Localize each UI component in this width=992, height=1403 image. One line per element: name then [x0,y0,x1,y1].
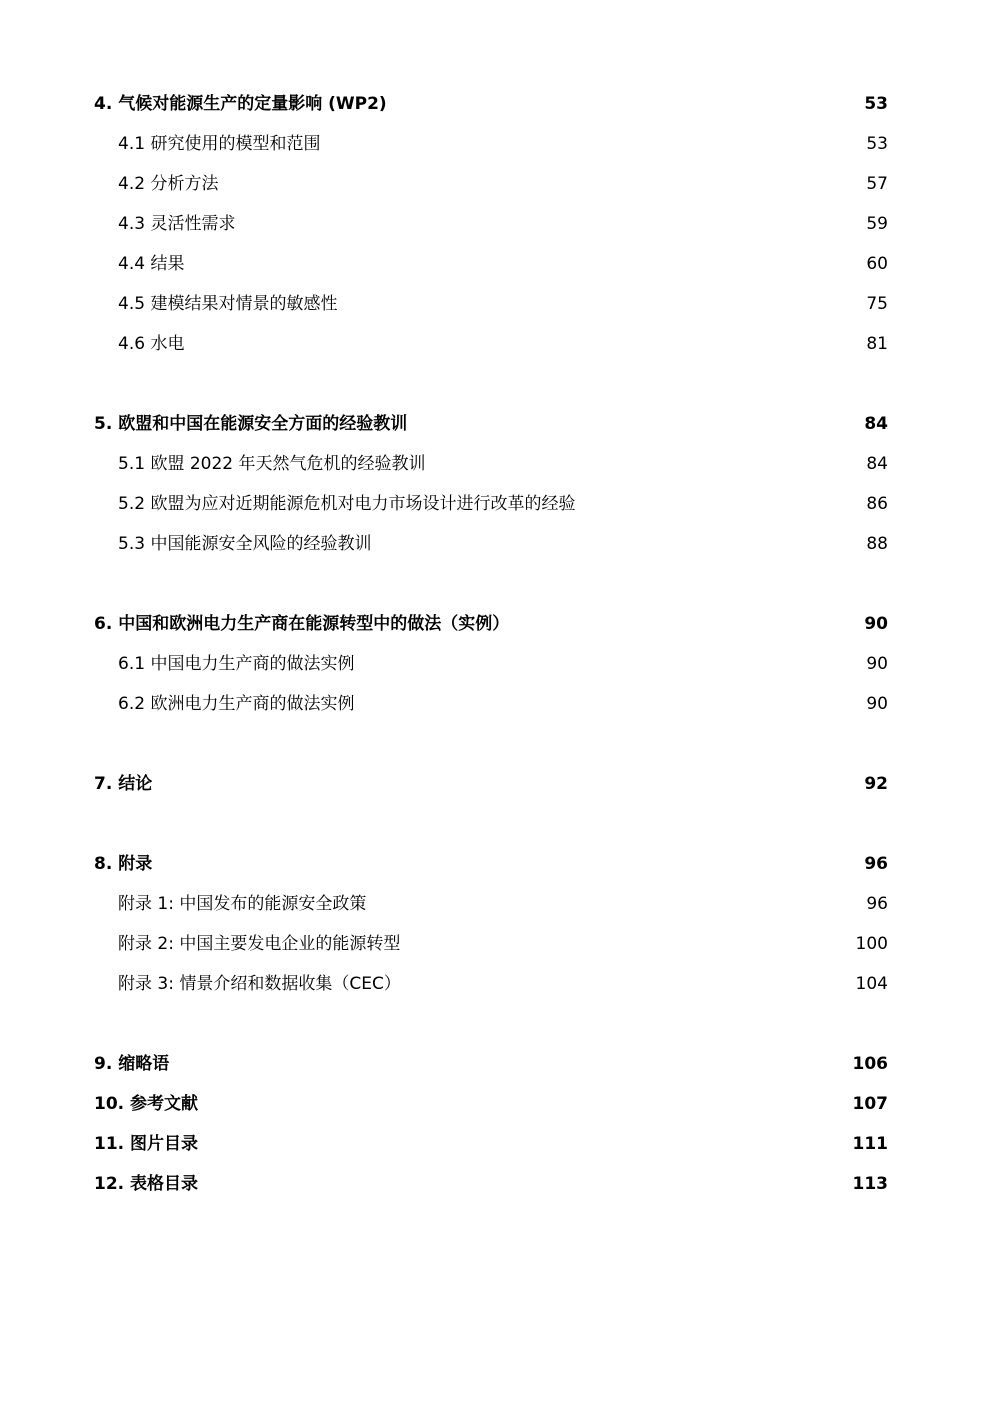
toc-entry-section-5-3[interactable] [0,529,992,559]
toc-entry-title: 6. 中国和欧洲电力生产商在能源转型中的做法（实例） [94,614,510,634]
toc-entry-page: 59 [866,214,888,234]
toc-entry-page: 104 [855,974,888,994]
toc-entry-title: 4. 气候对能源生产的定量影响 (WP2) [94,94,387,114]
toc-entry-title: 12. 表格目录 [94,1174,199,1194]
toc-entry-title: 4.2 分析方法 [118,174,219,194]
toc-entry-title: 4.1 研究使用的模型和范围 [118,134,321,154]
toc-entry-section-4-3[interactable] [0,209,992,239]
toc-entry-section-4-1[interactable] [0,129,992,159]
toc-entry-section-4-5[interactable] [0,289,992,319]
toc-entry-title: 5.3 中国能源安全风险的经验教训 [118,534,372,554]
toc-entry-page: 81 [866,334,888,354]
toc-entry-appendix-1[interactable] [0,889,992,919]
toc-entry-page: 86 [866,494,888,514]
toc-entry-chapter-7[interactable] [0,769,992,799]
toc-entry-page: 100 [855,934,888,954]
toc-entry-title: 9. 缩略语 [94,1054,170,1074]
toc-entry-section-6-2[interactable] [0,689,992,719]
toc-entry-page: 113 [852,1174,888,1194]
toc-entry-page: 96 [866,894,888,914]
toc-entry-title: 7. 结论 [94,774,153,794]
toc-entry-page: 96 [864,854,888,874]
toc-entry-page: 90 [866,694,888,714]
toc-entry-title: 5.1 欧盟 2022 年天然气危机的经验教训 [118,454,426,474]
toc-entry-appendix-2[interactable] [0,929,992,959]
toc-entry-section-6-1[interactable] [0,649,992,679]
toc-entry-title: 4.6 水电 [118,334,185,354]
toc-entry-page: 84 [864,414,888,434]
toc-entry-page: 84 [866,454,888,474]
toc-entry-page: 90 [866,654,888,674]
toc-entry-section-4-4[interactable] [0,249,992,279]
toc-entry-page: 57 [866,174,888,194]
toc-entry-chapter-4[interactable] [0,89,992,119]
toc-entry-chapter-10[interactable] [0,1089,992,1119]
toc-entry-section-4-6[interactable] [0,329,992,359]
toc-entry-section-5-1[interactable] [0,449,992,479]
toc-entry-page: 92 [864,774,888,794]
toc-entry-page: 90 [864,614,888,634]
toc-entry-title: 8. 附录 [94,854,153,874]
toc-entry-title: 5.2 欧盟为应对近期能源危机对电力市场设计进行改革的经验 [118,494,576,514]
toc-entry-section-4-2[interactable] [0,169,992,199]
toc-entry-page: 60 [866,254,888,274]
toc-entry-title: 6.1 中国电力生产商的做法实例 [118,654,355,674]
toc-entry-page: 107 [852,1094,888,1114]
toc-entry-chapter-6[interactable] [0,609,992,639]
toc-entry-section-5-2[interactable] [0,489,992,519]
toc-entry-chapter-9[interactable] [0,1049,992,1079]
toc-entry-page: 88 [866,534,888,554]
toc-entry-page: 75 [866,294,888,314]
toc-entry-title: 4.3 灵活性需求 [118,214,236,234]
toc-entry-title: 5. 欧盟和中国在能源安全方面的经验教训 [94,414,408,434]
toc-entry-title: 附录 1: 中国发布的能源安全政策 [118,894,367,914]
toc-entry-title: 4.4 结果 [118,254,185,274]
toc-entry-chapter-12[interactable] [0,1169,992,1199]
toc-entry-appendix-3[interactable] [0,969,992,999]
toc-entry-page: 53 [866,134,888,154]
toc-entry-title: 11. 图片目录 [94,1134,199,1154]
toc-entry-chapter-11[interactable] [0,1129,992,1159]
toc-entry-page: 53 [864,94,888,114]
toc-entry-title: 附录 3: 情景介绍和数据收集（CEC） [118,974,401,994]
toc-entry-title: 6.2 欧洲电力生产商的做法实例 [118,694,355,714]
toc-entry-page: 111 [852,1134,888,1154]
toc-entry-chapter-8[interactable] [0,849,992,879]
toc-entry-title: 附录 2: 中国主要发电企业的能源转型 [118,934,401,954]
toc-entry-title: 4.5 建模结果对情景的敏感性 [118,294,338,314]
toc-entry-page: 106 [852,1054,888,1074]
toc-entry-title: 10. 参考文献 [94,1094,199,1114]
toc-entry-chapter-5[interactable] [0,409,992,439]
